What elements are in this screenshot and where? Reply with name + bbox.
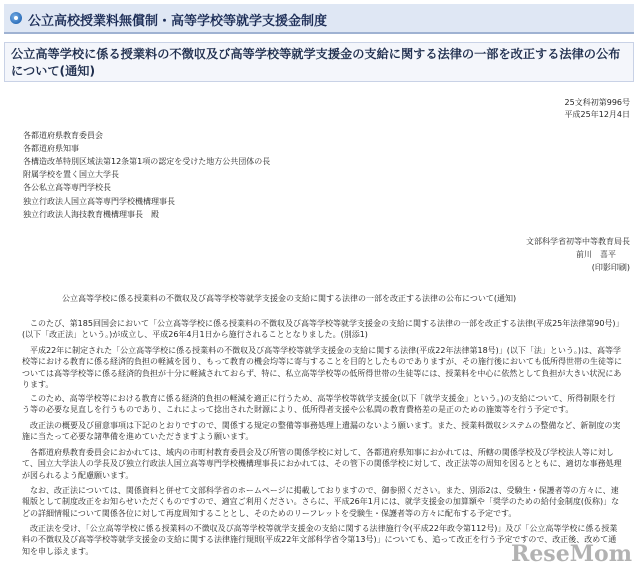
body-paragraph: なお、改正法については、関係資料と併せて文部科学省のホームページに掲載しておりますので、御参照ください。また、別添2は、受験生・保護者等の方々に、速報版として制度改正をお知らせいただくものですので、適宜ご利用ください。さらに、平成26年1月には、就学支援金の加算額や「奨学のための給付金制度(仮称)」などの詳細情報について関係各位に対して再度周知することとし、そのためのリーフレットを受験生・保護者等の方々に配布する予定です。 bbox=[22, 486, 620, 518]
notice-title: 公立高等学校に係る授業料の不徴収及び高等学校等就学支援金の支給に関する法律の一部を改正する法律の公布について(通知) bbox=[11, 47, 621, 78]
body-paragraph: 改正法を受け、「公立高等学校に係る授業料の不徴収及び高等学校等就学支援金の支給に関する法律施行令(平成22年政令第112号)」及び「公立高等学校に係る授業料の不徴収及び高等学校等就学支援金の支給に関する法律施行規則(平成22年文部科学省令第13号)」についても、追って改正を行う予定ですので、改正後、改めて通知を申し添えます。 bbox=[22, 524, 618, 556]
sender-name: 前川 喜平 bbox=[576, 250, 616, 259]
seal-note: (印影印刷) bbox=[591, 263, 630, 272]
sender-organization: 文部科学省初等中等教育局長 bbox=[526, 237, 630, 246]
section-title: 公立高校授業料無償制・高等学校等就学支援金制度 bbox=[28, 14, 328, 29]
body-paragraph: このため、高等学校等における教育に係る経済的負担の軽減を適正に行うため、高等学校等就学支援金(以下「就学支援金」という。)の支給について、所得制限を行う等の必要な見直しを行うものであり、これによって捻出された財源により、低所得者支援や公私間の教育費格差の是正のための施策等を行う予定です。 bbox=[22, 394, 616, 415]
body-paragraph: 各都道府県教育委員会におかれては、域内の市町村教育委員会及び所管の関係学校に対して、各都道府県知事におかれては、所轄の関係学校及び学校法人等に対して、国立大学法人の学長及び独立行政法人国立高等専門学校機構理事長におかれては、その管下の関係学校に対して、改正法等の周知を図るとともに、適切な事務処理が図られるよう配慮願います。 bbox=[22, 448, 622, 480]
body-paragraph: このたび、第185回国会において「公立高等学校に係る授業料の不徴収及び高等学校等就学支援金の支給に関する法律の一部を改正する法律(平成25年法律第90号)」(以下「改正法」という。)が成立し、平成26年4月1日から施行されることとなりました。(別添1) bbox=[22, 319, 620, 340]
addressee-line: 独立行政法人海技教育機構理事長 殿 bbox=[23, 210, 159, 219]
addressee-line: 各公私立高等専門学校長 bbox=[23, 183, 111, 192]
notice-title-box bbox=[4, 42, 634, 82]
addressee-line: 各都道府県知事 bbox=[23, 144, 79, 153]
addressee-line: 附属学校を置く国立大学長 bbox=[23, 170, 119, 179]
subject-line: 公立高等学校に係る授業料の不徴収及び高等学校等就学支援金の支給に関する法律の一部を改正する法律の公布について(通知) bbox=[62, 294, 517, 303]
section-header-bar bbox=[4, 4, 634, 34]
document-date: 平成25年12月4日 bbox=[564, 110, 630, 119]
body-paragraph: 平成22年に制定された「公立高等学校に係る授業料の不徴収及び高等学校等就学支援金の支給に関する法律(平成22年法律第18号)」(以下「法」という。)は、高等学校等における教育に係る経済的負担の軽減を図り、もって教育の機会均等に寄与することを目的としたものでありますが、その施行後においても低所得世帯の生徒等については高等学校等に係る経済的負担が十分に軽減されておらず、特に、私立高等学校等の低所得世帯の生徒等には、授業料を中心に依然として負担が大きい状況にあります。 bbox=[22, 346, 622, 389]
addressee-line: 各都道府県教育委員会 bbox=[23, 131, 103, 140]
document-number: 25文科初第996号 bbox=[564, 98, 630, 107]
resemom-watermark-logo: ReseMom bbox=[511, 541, 632, 567]
addressee-line: 独立行政法人国立高等専門学校機構理事長 bbox=[23, 197, 175, 206]
addressee-line: 各構造改革特別区域法第12条第1項の認定を受けた地方公共団体の長 bbox=[23, 157, 271, 166]
bullet-circle-icon bbox=[10, 12, 22, 24]
body-paragraph: 改正法の概要及び留意事項は下記のとおりですので、関係する規定の整備等事務処理上遺漏のないよう願います。また、授業料徴収システムの整備など、新制度の実施に当たって必要な諸準備を進めていただきますよう願います。 bbox=[22, 421, 621, 442]
